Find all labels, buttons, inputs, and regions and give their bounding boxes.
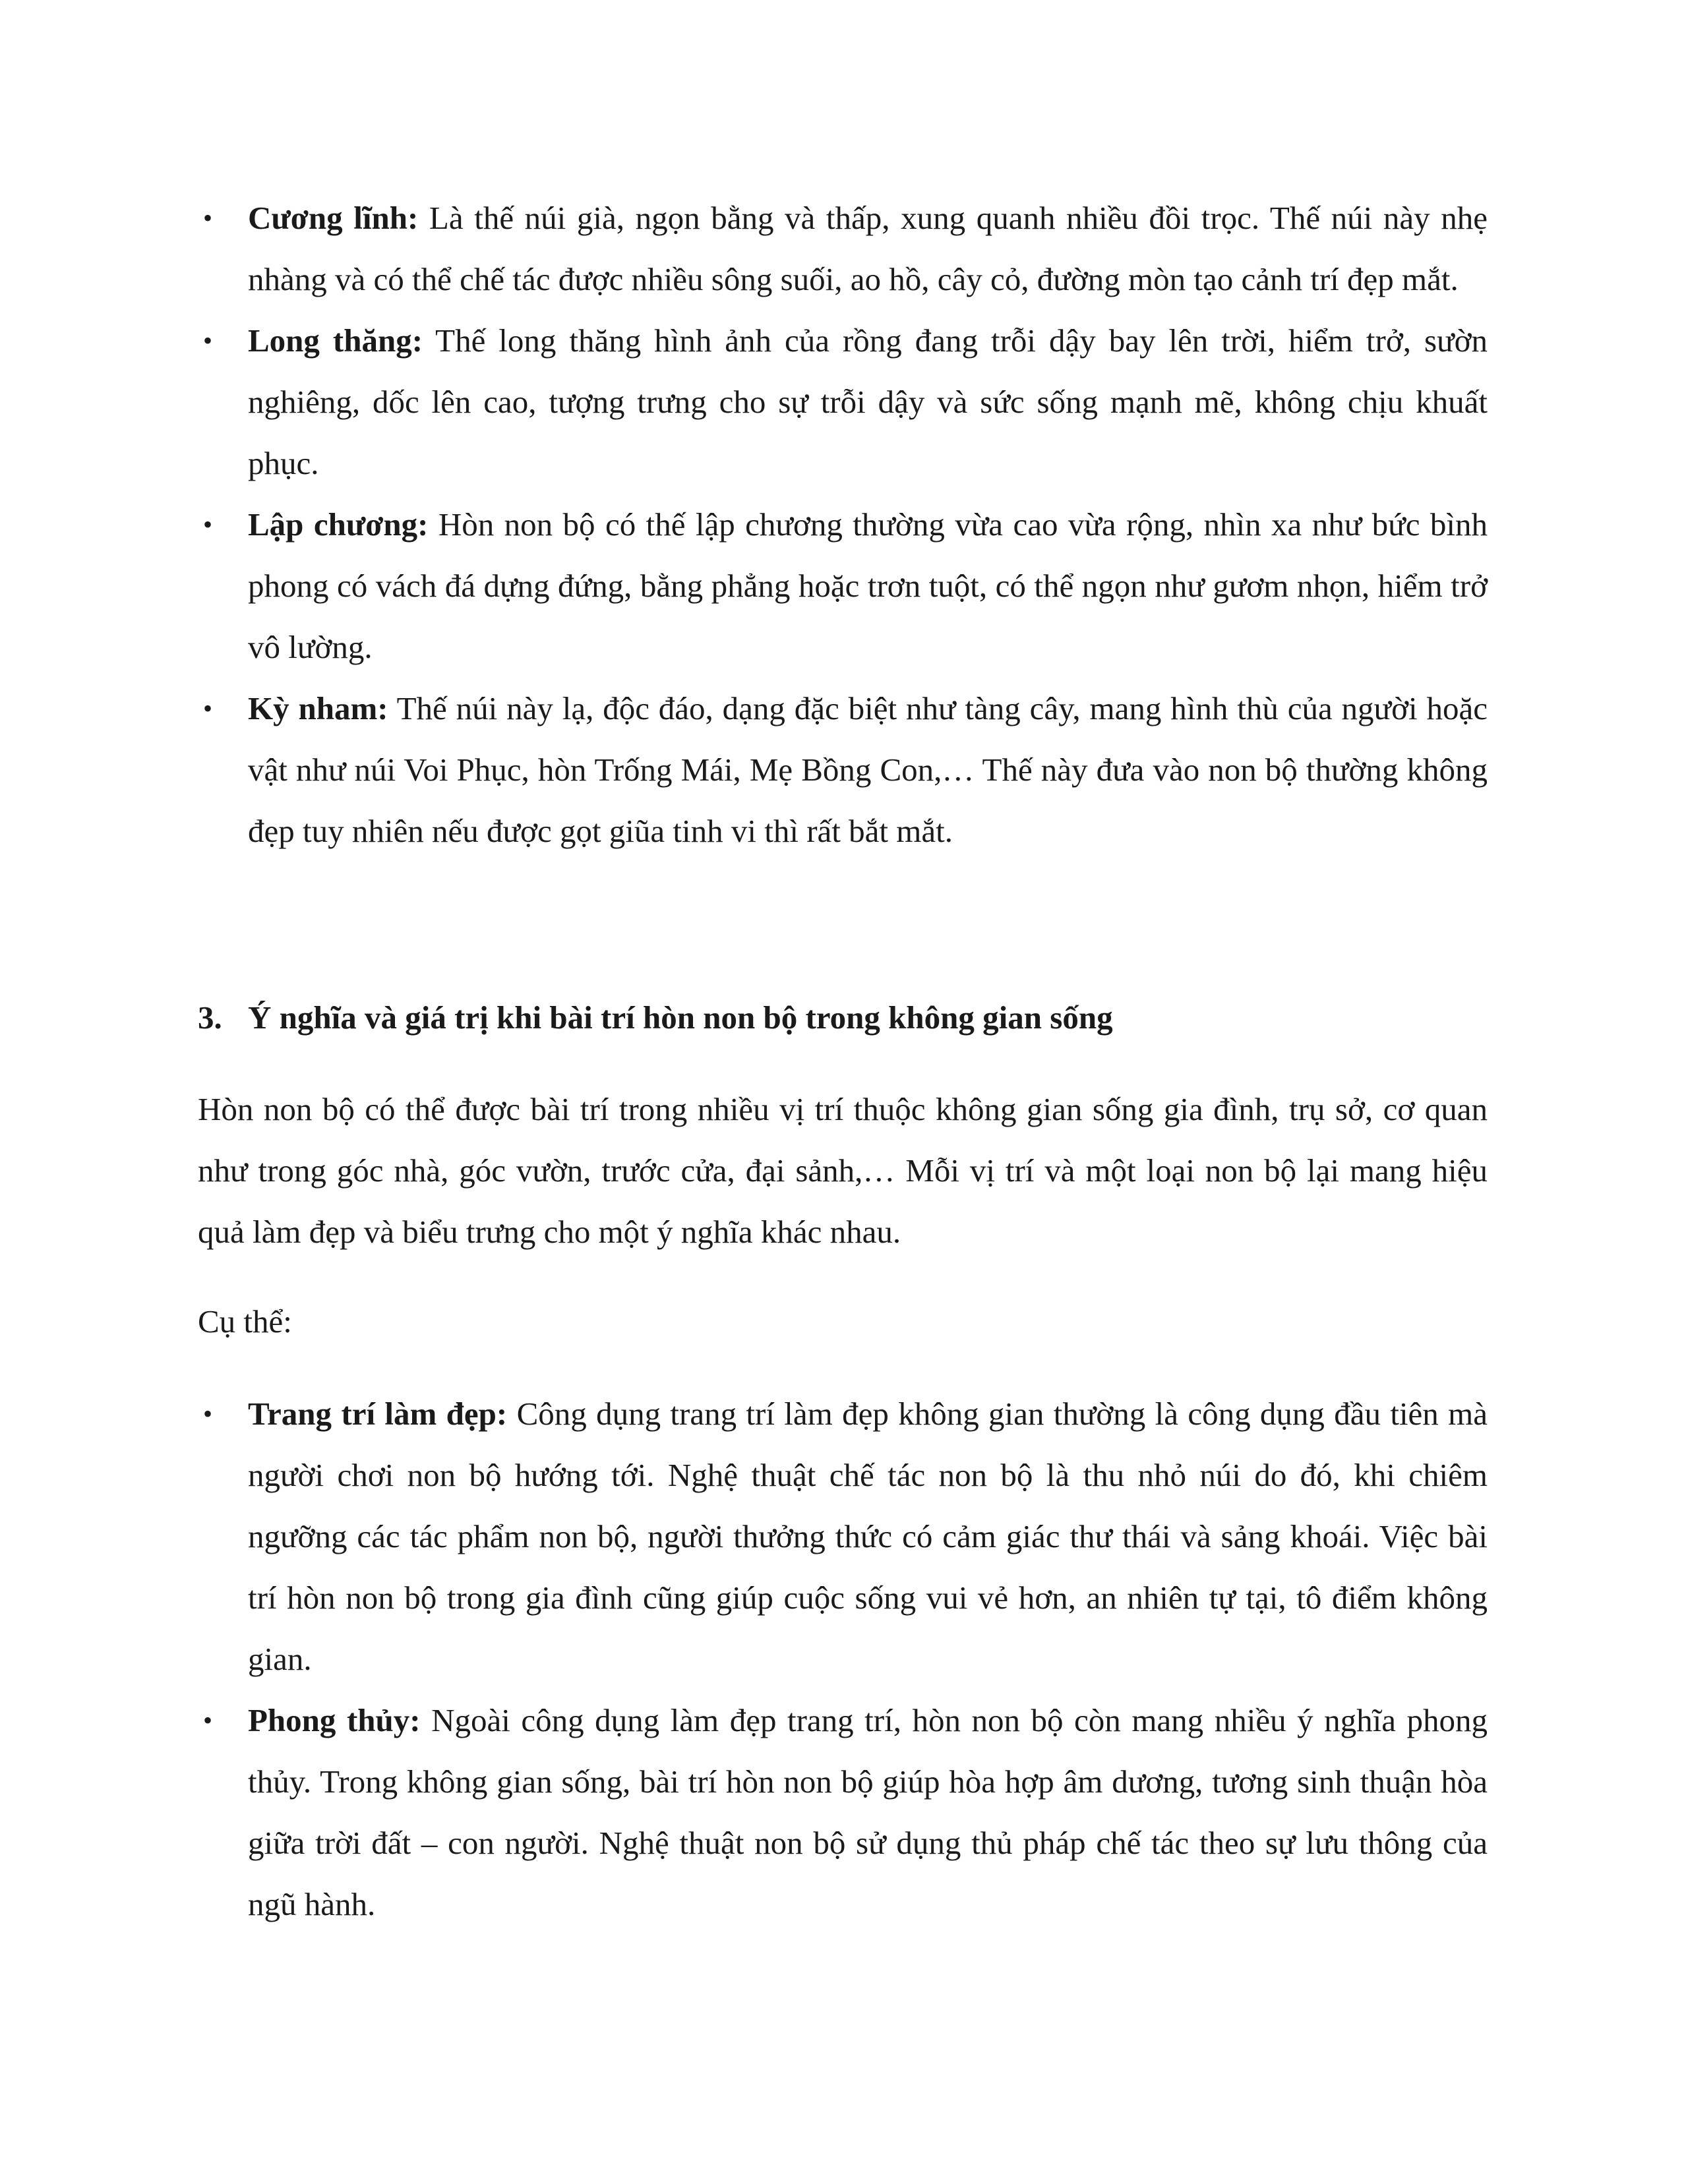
term-label: Kỳ nham: [248, 690, 388, 726]
bullet-icon: • [202, 1705, 212, 1735]
list-item [198, 494, 1488, 678]
term-description: Thế long thăng hình ảnh của rồng đang trỗi dậy bay lên trời, hiểm trở, sườn nghiêng, dốc lên cao, tượng trưng cho sự trỗi dậy và sức sống mạnh mẽ, không chịu khuất phục. [248, 322, 1488, 481]
section-heading [198, 987, 1488, 1048]
bullet-icon: • [202, 326, 212, 355]
bullet-icon: • [202, 694, 212, 723]
term-label: Lập chương: [248, 506, 429, 543]
list-item [198, 187, 1488, 310]
section-title: Ý nghĩa và giá trị khi bài trí hòn non bộ trong không gian sống [248, 999, 1113, 1036]
specifically-label: Cụ thể: [198, 1303, 292, 1340]
term-description: Là thế núi già, ngọn bằng và thấp, xung quanh nhiều đồi trọc. Thế núi này nhẹ nhàng và có thể chế tác được nhiều sông suối, ao hồ, cây cỏ, đường mòn tạo cảnh trí đẹp mắt. [248, 200, 1488, 297]
list-item [198, 1383, 1488, 1690]
term-description: Hòn non bộ có thế lập chương thường vừa cao vừa rộng, nhìn xa như bức bình phong có vách đá dựng đứng, bằng phẳng hoặc trơn tuột, có thể ngọn như gươm nhọn, hiểm trở vô lường. [248, 506, 1488, 665]
term-label: Long thăng: [248, 322, 423, 359]
term-description: Thế núi này lạ, độc đáo, dạng đặc biệt như tàng cây, mang hình thù của người hoặc vật như núi Voi Phục, hòn Trống Mái, Mẹ Bồng Con,… Thế này đưa vào non bộ thường không đẹp tuy nhiên nếu được gọt giũa tinh vi thì rất bắt mắt. [248, 690, 1488, 849]
bullet-icon: • [202, 510, 212, 539]
meaning-list [198, 1383, 1488, 1935]
list-item [198, 1690, 1488, 1935]
term-label: Phong thủy: [248, 1702, 421, 1738]
term-description: Công dụng trang trí làm đẹp không gian thường là công dụng đầu tiên mà người chơi non bộ hướng tới. Nghệ thuật chế tác non bộ là thu nhỏ núi do đó, khi chiêm ngưỡng các tác phẩm non bộ, người thưởng thức có cảm giác thư thái và sảng khoái. Việc bài trí hòn non bộ trong gia đình cũng giúp cuộc sống vui vẻ hơn, an nhiên tự tại, tô điểm không gian. [248, 1396, 1488, 1677]
section-number: 3. [198, 999, 222, 1036]
bullet-icon: • [202, 1399, 212, 1429]
list-item [198, 310, 1488, 494]
bullet-icon: • [202, 203, 212, 233]
list-item [198, 678, 1488, 862]
intro-paragraph: Hòn non bộ có thể được bài trí trong nhiều vị trí thuộc không gian sống gia đình, trụ sở, cơ quan như trong góc nhà, góc vườn, trước cửa, đại sảnh,… Mỗi vị trí và một loại non bộ lại mang hiệu quả làm đẹp và biểu trưng cho một ý nghĩa khác nhau. [198, 1091, 1488, 1250]
term-description: Ngoài công dụng làm đẹp trang trí, hòn non bộ còn mang nhiều ý nghĩa phong thủy. Trong không gian sống, bài trí hòn non bộ giúp hòa hợp âm dương, tương sinh thuận hòa giữa trời đất – con người. Nghệ thuật non bộ sử dụng thủ pháp chế tác theo sự lưu thông của ngũ hành. [248, 1702, 1488, 1922]
mountain-style-list [198, 187, 1488, 862]
term-label: Cương lĩnh: [248, 200, 419, 236]
term-label: Trang trí làm đẹp: [248, 1396, 508, 1432]
